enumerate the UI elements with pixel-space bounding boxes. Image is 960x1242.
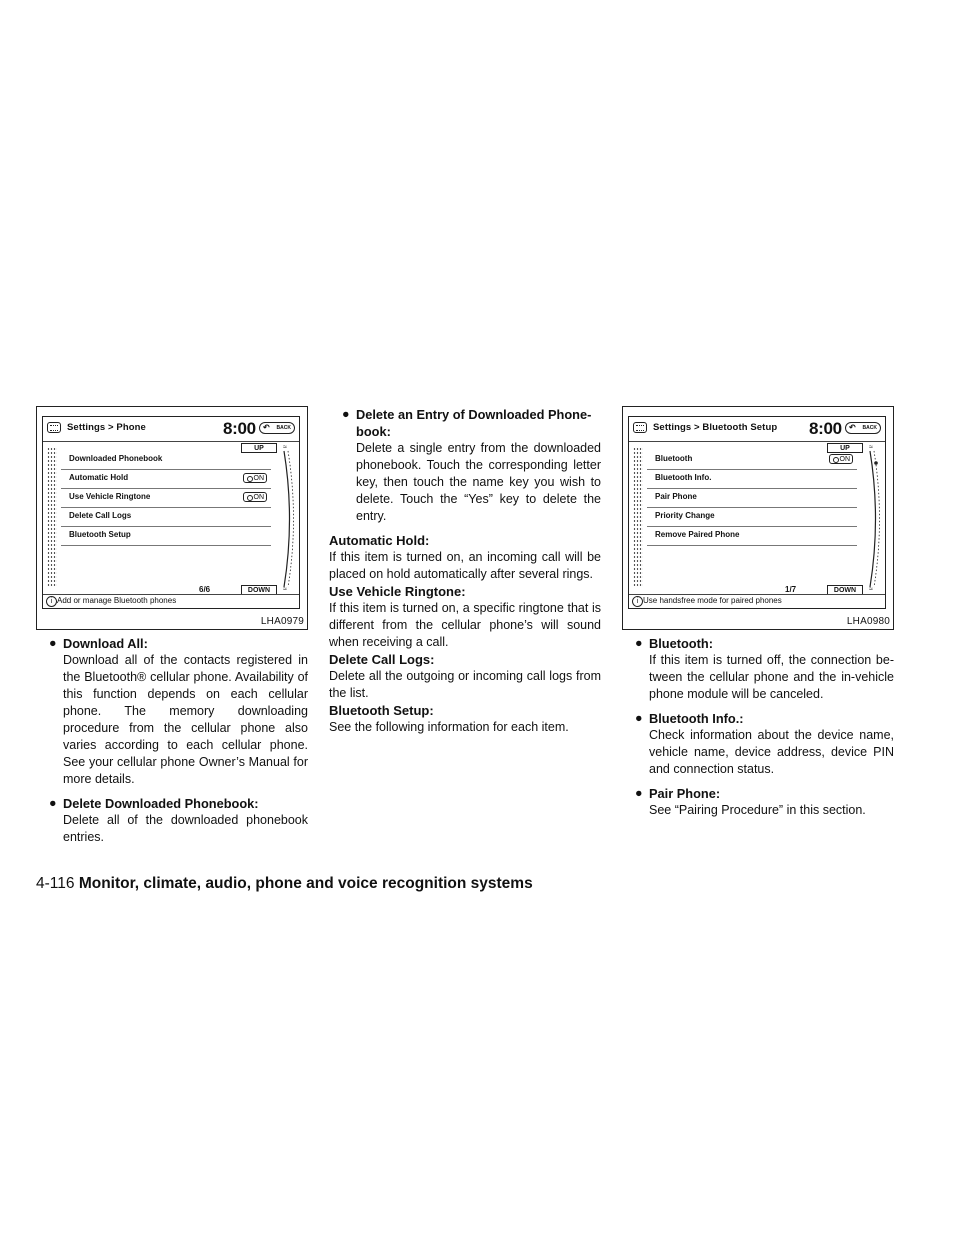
menu-item-label: Bluetooth Info.	[655, 473, 712, 482]
menu-item-label: Bluetooth Setup	[69, 530, 131, 539]
menu-item-label: Delete Call Logs	[69, 511, 132, 520]
menu-item-label: Automatic Hold	[69, 473, 129, 482]
bullet-icon: ●	[635, 786, 643, 800]
page-number: 4-116	[36, 875, 75, 892]
menu-item-automatic-hold[interactable]	[61, 470, 271, 489]
page-footer	[36, 875, 533, 893]
up-button[interactable]: UP	[827, 443, 863, 453]
back-arrow-icon: ↶	[849, 423, 856, 432]
bullet-bluetooth	[622, 635, 894, 703]
chevron-down-icon: ≈	[283, 586, 287, 593]
chevron-up-icon: ≈	[869, 444, 873, 451]
keyboard-icon	[633, 422, 647, 433]
left-dots-decoration	[633, 447, 643, 587]
status-bar	[629, 594, 885, 608]
bullet-delete-entry	[329, 406, 601, 525]
heading-use-vehicle-ringtone: Use Vehicle Ringtone:	[329, 584, 466, 599]
menu-item-label: Priority Change	[655, 511, 715, 520]
back-arrow-icon: ↶	[263, 423, 270, 432]
bullet-heading: Pair Phone:	[649, 786, 721, 801]
on-toggle[interactable]: ON	[243, 473, 267, 483]
info-icon: i	[46, 596, 57, 607]
footer-title: Monitor, climate, audio, phone and voice recognition systems	[78, 875, 533, 892]
bullet-heading: Delete an Entry of Downloaded Phone-book:	[356, 407, 592, 439]
bullet-icon: ●	[49, 796, 57, 810]
bullet-icon: ●	[49, 636, 57, 650]
screen-header	[43, 417, 299, 442]
menu-item-use-vehicle-ringtone[interactable]	[61, 489, 271, 508]
menu-item-priority-change[interactable]	[647, 508, 857, 527]
back-button[interactable]: ↶ BACK	[259, 422, 295, 434]
bullet-heading: Bluetooth:	[649, 636, 713, 651]
text-column-2	[329, 406, 601, 736]
page-indicator: 1/7	[785, 585, 797, 594]
on-toggle[interactable]: ON	[829, 454, 853, 464]
menu-item-label: Bluetooth	[655, 454, 693, 463]
bullet-heading: Download All:	[63, 636, 148, 651]
bullet-download-all	[36, 635, 308, 788]
status-text: Use handsfree mode for paired phones	[643, 596, 782, 605]
paragraph-bluetooth-setup: See the following information for each item.	[329, 720, 569, 734]
chevron-down-icon: ≈	[869, 586, 873, 593]
menu-item-label: Remove Paired Phone	[655, 530, 740, 539]
screen-title: Settings > Phone	[67, 422, 146, 433]
menu-item-label: Pair Phone	[655, 492, 697, 501]
text-column-1	[36, 635, 308, 853]
screen-clock: 8:00	[223, 419, 256, 438]
bullet-body: Delete a single entry from the downloaded phonebook. Touch the corresponding letter key, then touch the name key you wish to delete. Touch the “Yes” key to delete the entry.	[356, 441, 601, 523]
bullet-icon: ●	[635, 711, 643, 725]
figure-bluetooth-setup	[622, 406, 894, 630]
bullet-body: If this item is turned off, the connection be-tween the cellular phone and the in-vehicle phone module will be canceled.	[649, 653, 894, 701]
bullet-icon: ●	[635, 636, 643, 650]
info-icon: i	[632, 596, 643, 607]
menu-item-pair-phone[interactable]	[647, 489, 857, 508]
menu-item-remove-paired-phone[interactable]	[647, 527, 857, 546]
up-button[interactable]: UP	[241, 443, 277, 453]
bullet-bluetooth-info	[622, 710, 894, 778]
menu-item-bluetooth-setup[interactable]	[61, 527, 271, 546]
bullet-icon: ●	[342, 407, 350, 421]
text-column-3	[622, 635, 894, 826]
keyboard-icon	[47, 422, 61, 433]
menu-item-downloaded-phonebook[interactable]	[61, 451, 271, 470]
menu-item-label: Downloaded Phonebook	[69, 454, 163, 463]
menu-item-label: Use Vehicle Ringtone	[69, 492, 151, 501]
menu-item-bluetooth-info[interactable]	[647, 470, 857, 489]
status-bar	[43, 594, 299, 608]
bullet-body: Delete all of the downloaded phonebook entries.	[63, 813, 308, 844]
screen-phone-settings	[42, 416, 300, 609]
paragraph-use-vehicle-ringtone: If this item is turned on, a specific ringtone that is different from the cellular phone’s will sound when receiving a call.	[329, 601, 601, 649]
figure-code: LHA0980	[846, 616, 890, 627]
back-button[interactable]: ↶ BACK	[845, 422, 881, 434]
heading-delete-call-logs: Delete Call Logs:	[329, 652, 435, 667]
status-text: Add or manage Bluetooth phones	[57, 596, 177, 605]
scroll-arc-icon	[867, 449, 883, 589]
bullet-heading: Bluetooth Info.:	[649, 711, 744, 726]
screen-title: Settings > Bluetooth Setup	[653, 422, 778, 433]
menu-item-delete-call-logs[interactable]	[61, 508, 271, 527]
heading-bluetooth-setup: Bluetooth Setup:	[329, 703, 434, 718]
paragraph-automatic-hold: If this item is turned on, an incoming call will be placed on hold automatically after several rings.	[329, 550, 601, 581]
bullet-body: See “Pairing Procedure” in this section.	[649, 803, 866, 817]
bullet-body: Check information about the device name, vehicle name, device address, device PIN and connection status.	[649, 728, 894, 776]
scroll-arc-icon	[281, 449, 297, 589]
bullet-heading: Delete Downloaded Phonebook:	[63, 796, 259, 811]
chevron-up-icon: ≈	[283, 444, 287, 451]
screen-clock: 8:00	[809, 419, 842, 438]
screen-bluetooth-setup	[628, 416, 886, 609]
paragraph-delete-call-logs: Delete all the outgoing or incoming call logs from the list.	[329, 669, 601, 700]
bullet-body: Download all of the contacts registered in the Bluetooth® cellular phone. Availability of this function depends on each cellular phone. The memory downloading procedure from the cellular phone also varies according to each cellular phone. See your cellular phone Owner’s Manual for more details.	[63, 653, 308, 786]
screen-header	[629, 417, 885, 442]
bullet-delete-downloaded-phonebook	[36, 795, 308, 846]
down-button[interactable]: DOWN	[827, 585, 863, 595]
menu-item-bluetooth[interactable]	[647, 451, 857, 470]
on-toggle[interactable]: ON	[243, 492, 267, 502]
heading-automatic-hold: Automatic Hold:	[329, 533, 430, 548]
left-dots-decoration	[47, 447, 57, 587]
figure-phone-settings	[36, 406, 308, 630]
down-button[interactable]: DOWN	[241, 585, 277, 595]
bullet-pair-phone	[622, 785, 894, 819]
figure-code: LHA0979	[260, 616, 304, 627]
page-indicator: 6/6	[199, 585, 211, 594]
